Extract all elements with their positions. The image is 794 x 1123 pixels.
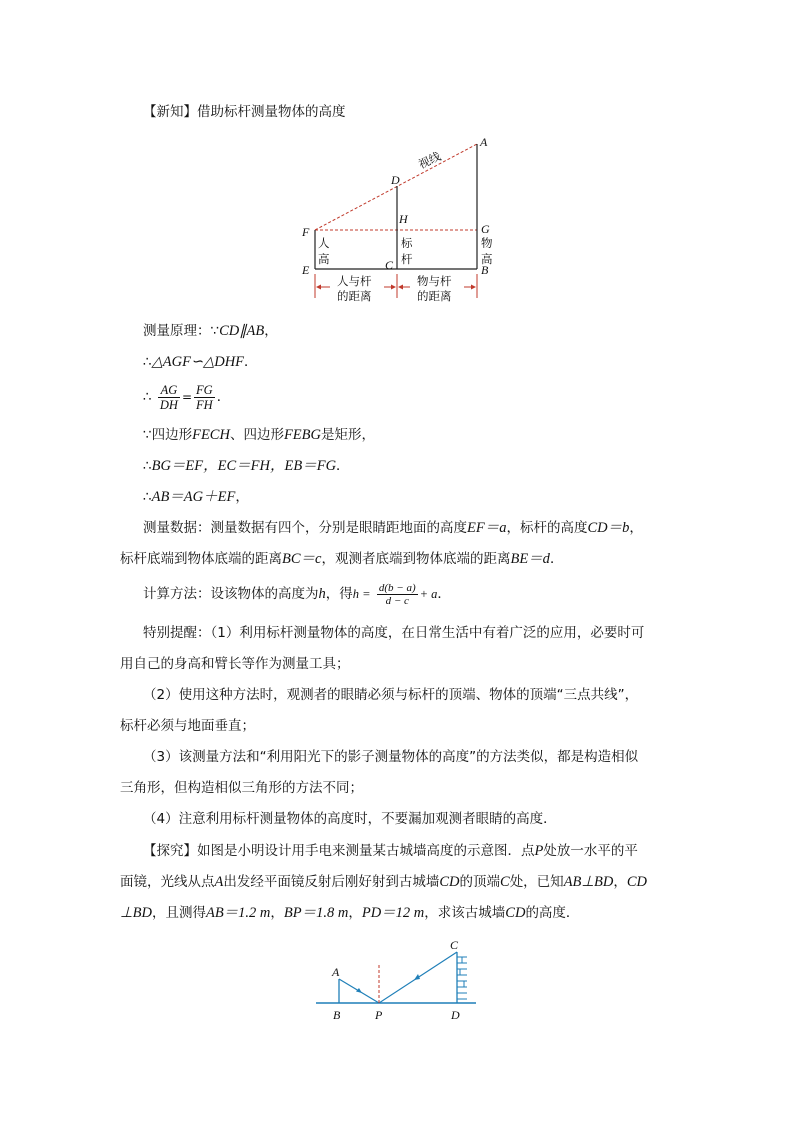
principle-line-5 xyxy=(143,458,350,474)
explore-line-3 xyxy=(120,905,579,921)
principle-line-2 xyxy=(143,354,258,370)
point-label-b: B xyxy=(481,263,489,277)
period: ． xyxy=(244,354,258,370)
perp-bd: ⊥BD xyxy=(120,905,152,921)
rect-suffix: 是矩形， xyxy=(321,427,375,443)
explore-line-1 xyxy=(143,843,638,859)
method-line xyxy=(143,578,451,610)
ab-measurement: AB＝1.2 m xyxy=(205,905,271,921)
explore-text: 出发经平面镜反射后刚好射到古城墙 xyxy=(223,874,440,890)
point-label-g: G xyxy=(481,222,490,236)
point-label-b: B xyxy=(333,1008,341,1022)
comma: ， xyxy=(270,905,284,921)
point-label-h: H xyxy=(399,212,408,226)
period: ． xyxy=(216,389,231,405)
comma: ， xyxy=(235,489,249,505)
dist-person-pole-line-2: 的距离 xyxy=(337,289,372,303)
comma: ， xyxy=(264,323,278,339)
method-text: ，得 xyxy=(325,586,353,602)
person-height-char-1: 人 xyxy=(318,236,330,250)
data-text: 标杆底端到物体底端的距离 xyxy=(120,551,282,567)
method-label: 计算方法： xyxy=(143,586,211,602)
period: ． xyxy=(549,551,564,567)
comma: ， xyxy=(348,905,362,921)
data-line-1 xyxy=(143,520,643,536)
reminder-p3-line2: 三角形，但构造相似三角形的方法不同； xyxy=(120,780,363,796)
wall-hatch xyxy=(457,957,467,999)
point-label-c: C xyxy=(450,938,459,952)
principle-label: 测量原理： xyxy=(143,323,211,339)
figure-pole-measurement xyxy=(300,132,500,312)
reminder-p1-line1 xyxy=(143,625,644,641)
equals-sign: = xyxy=(181,390,193,404)
explore-text: 的高度． xyxy=(525,905,580,921)
intro-heading xyxy=(143,104,346,120)
period: ． xyxy=(336,458,350,474)
data-text: ， xyxy=(629,520,643,536)
separator: 、 xyxy=(229,427,244,443)
rect-prefix: 四边形 xyxy=(243,427,284,443)
ab-sum: AB＝AG＋EF xyxy=(151,489,236,505)
person-height-char-2: 高 xyxy=(318,252,330,266)
data-text: 测量数据有四个，分别是眼睛距地面的高度 xyxy=(210,520,467,536)
therefore-symbol: ∴ xyxy=(143,389,152,405)
period: ． xyxy=(437,586,451,602)
principle-line-4 xyxy=(143,427,375,443)
pole-char-2: 杆 xyxy=(401,252,413,266)
fraction-numerator: AG xyxy=(158,383,180,398)
explore-text: 处放一水平的平 xyxy=(543,843,638,859)
data-text: ，观测者底端到物体底端的距离 xyxy=(321,551,511,567)
dist-object-pole-line-2: 的距离 xyxy=(417,289,452,303)
explore-text: ，求该古城墙 xyxy=(424,905,506,921)
pd-measurement: PD＝12 m xyxy=(361,905,425,921)
figure-mirror-reflection xyxy=(310,935,490,1025)
ray-arrowhead xyxy=(356,988,362,993)
arrowhead xyxy=(391,285,396,290)
rect-prefix: 四边形 xyxy=(151,427,193,443)
therefore-symbol: ∴ xyxy=(143,489,152,505)
arrowhead xyxy=(471,285,476,290)
fraction-denominator: d − c xyxy=(385,594,409,607)
explore-text: ，且测得 xyxy=(151,905,206,921)
segment-cd: CD xyxy=(626,874,648,890)
dist-person-pole-line-1: 人与杆 xyxy=(337,274,372,288)
segment-cd: CD xyxy=(505,905,526,921)
point-c: C xyxy=(500,874,510,890)
point-label-d: D xyxy=(451,1008,460,1022)
fraction-ag-dh xyxy=(158,383,180,412)
fraction-denominator: DH xyxy=(159,397,178,412)
object-height-char-1: 物 xyxy=(481,236,493,250)
dist-object-pole-line-1: 物与杆 xyxy=(417,274,452,288)
segment-equalities: BG＝EF，EC＝FH，EB＝FG xyxy=(151,458,337,474)
reminder-p4: （4）注意利用标杆测量物体的高度时，不要漏加观测者眼睛的高度． xyxy=(143,811,557,827)
fraction-numerator: FG xyxy=(196,382,213,397)
bc-value: BC＝c xyxy=(282,551,322,567)
be-value: BE＝d xyxy=(510,551,550,567)
intro-title: 借助标杆测量物体的高度 xyxy=(197,104,346,120)
point-label-f: F xyxy=(302,225,310,239)
point-a: A xyxy=(214,874,224,890)
data-text: ，标杆的高度 xyxy=(506,520,588,536)
cd-value: CD＝b xyxy=(587,520,630,536)
reminder-text: （1）利用标杆测量物体的高度，在日常生活中有着广泛的应用，必要时可 xyxy=(210,625,645,641)
height-equals: h = xyxy=(352,587,371,601)
point-label-d: D xyxy=(391,173,400,187)
segment-cd: CD xyxy=(439,874,460,890)
therefore-symbol: ∴ xyxy=(143,458,152,474)
principle-line-1 xyxy=(143,323,278,339)
bp-measurement: BP＝1.8 m xyxy=(283,905,349,921)
cd-parallel-ab: CD∥AB xyxy=(219,323,265,339)
reminder-p1-line2: 用自己的身高和臂长等作为测量工具； xyxy=(120,656,350,672)
principle-line-6 xyxy=(143,489,249,505)
point-label-p: P xyxy=(375,1008,383,1022)
data-label: 测量数据： xyxy=(143,520,211,536)
ray-arrowhead xyxy=(414,974,420,980)
reminder-label: 特别提醒： xyxy=(143,625,211,641)
point-label-e: E xyxy=(302,263,310,277)
since-symbol: ∵ xyxy=(143,427,152,443)
similar-triangles: △AGF∽△DHF xyxy=(151,354,245,370)
sight-line xyxy=(315,144,477,230)
fraction-denominator: FH xyxy=(196,397,213,412)
explore-text: 处，已知 xyxy=(509,874,564,890)
principle-line-3-ratio xyxy=(143,380,230,414)
ab-perp-bd: AB⊥BD xyxy=(563,874,614,890)
explore-line-2 xyxy=(120,874,647,890)
intro-bracket-label: 【新知】 xyxy=(143,104,197,120)
rectangle-febg: FEBG xyxy=(283,427,321,443)
reminder-p2-line2: 标杆必须与地面垂直； xyxy=(120,718,255,734)
point-label-c: C xyxy=(385,258,394,272)
explore-text: 面镜，光线从点 xyxy=(120,874,215,890)
arrowhead xyxy=(316,285,321,290)
method-text: 设该物体的高度为 xyxy=(210,586,319,602)
explore-text: 如图是小明设计用手电来测量某古城墙高度的示意图．点 xyxy=(197,843,535,859)
explore-bracket-label: 【探究】 xyxy=(143,843,197,859)
height-fraction xyxy=(377,582,418,607)
arrowhead xyxy=(398,285,403,290)
object-height-char-2: 高 xyxy=(481,252,493,266)
rectangle-fech: FECH xyxy=(192,427,230,443)
explore-text: 的顶端 xyxy=(459,874,501,890)
reminder-p2-line1: （2）使用这种方法时，观测者的眼睛必须与标杆的顶端、物体的顶端“三点共线”， xyxy=(143,687,639,703)
point-label-a: A xyxy=(332,965,340,979)
fraction-numerator: d(b − a) xyxy=(378,581,416,594)
height-variable: h xyxy=(318,586,326,602)
data-line-2 xyxy=(120,551,563,567)
sight-line-label: 视线 xyxy=(416,149,443,172)
ef-value: EF＝a xyxy=(467,520,507,536)
fraction-fg-fh xyxy=(194,383,215,412)
point-p: P xyxy=(534,843,544,859)
reminder-p3-line1: （3）该测量方法和“利用阳光下的影子测量物体的高度”的方法类似，都是构造相似 xyxy=(143,749,639,765)
pole-char-1: 标 xyxy=(401,236,413,250)
comma: ， xyxy=(613,874,627,890)
therefore-symbol: ∴ xyxy=(143,354,152,370)
plus-a: + a xyxy=(419,587,438,601)
point-label-a: A xyxy=(480,135,488,149)
since-symbol: ∵ xyxy=(210,323,220,339)
